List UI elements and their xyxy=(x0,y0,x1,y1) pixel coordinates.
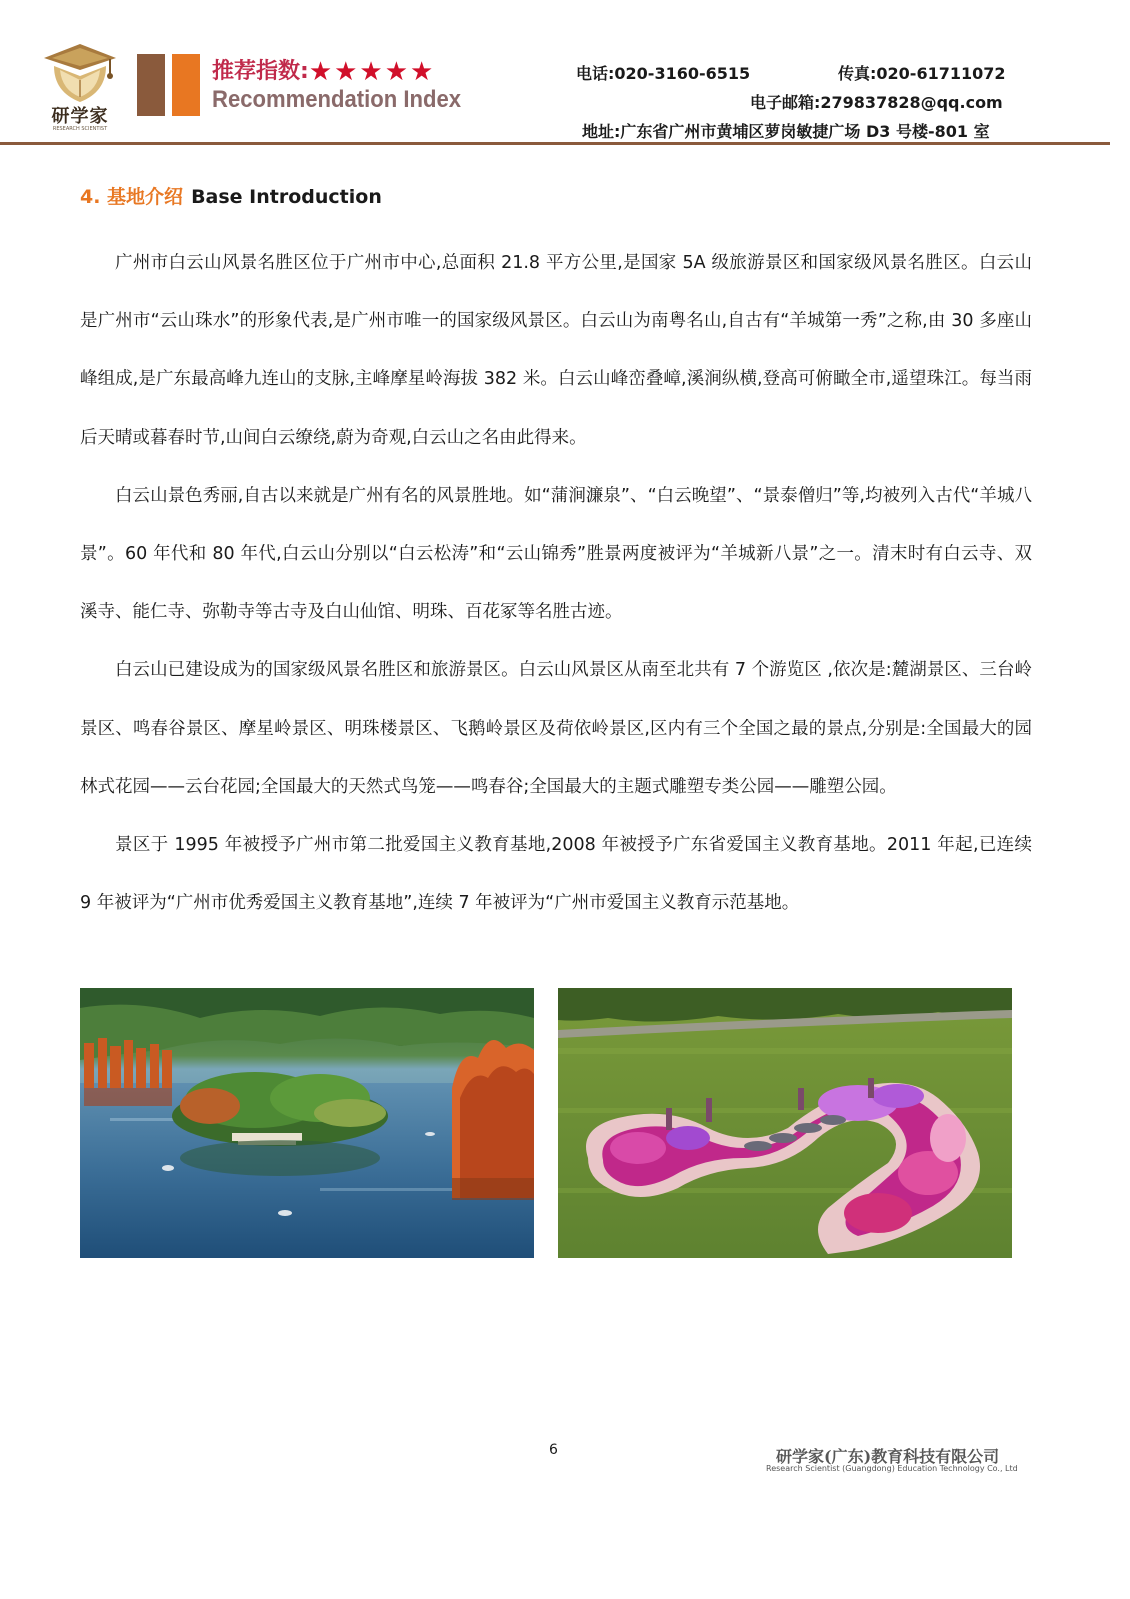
postal-address: 地址:广东省广州市黄埔区萝岗敏捷广场 D3 号楼-801 室 xyxy=(582,122,990,141)
flower-garden-image xyxy=(558,988,1012,1258)
brown-accent-bar xyxy=(137,54,165,116)
star-rating-icon: ★★★★★ xyxy=(308,57,436,87)
logo xyxy=(40,40,120,132)
header-divider xyxy=(0,142,1110,145)
page-number: 6 xyxy=(549,1442,558,1458)
graduation-cap-logo-icon xyxy=(40,40,120,106)
email-address: 电子邮箱:279837828@qq.com xyxy=(750,93,1003,112)
recommendation-label: 推荐指数: xyxy=(212,59,309,84)
paragraph-4: 景区于 1995 年被授予广州市第二批爱国主义教育基地,2008 年被授予广东省爱国主义教育基地。2011 年起,已连续 9 年被评为“广州市优秀爱国主义教育基地”,连续 7 年被评为“广州市爱国主义教育示范基地。 xyxy=(80,835,1032,914)
recommendation-index-cn xyxy=(212,54,435,87)
page-header xyxy=(0,0,1130,150)
phone-number: 电话:020-3160-6515 xyxy=(576,64,751,83)
company-name-en: Research Scientist (Guangdong) Education Technology Co., Ltd xyxy=(766,1464,1018,1473)
recommendation-index-en: Recommendation Index xyxy=(212,86,462,113)
flower-garden-photo xyxy=(558,988,1012,1258)
article-body xyxy=(80,234,1032,932)
section-heading-cn: 4. 基地介绍 xyxy=(80,186,184,208)
paragraph-3: 白云山已建设成为的国家级风景名胜区和旅游景区。白云山风景区从南至北共有 7 个游览区 ,依次是:麓湖景区、三台岭景区、鸣春谷景区、摩星岭景区、明珠楼景区、飞鹅岭景区及荷依岭景区,区内有三个全国之最的景点,分别是:全国最大的园林式花园——云台花园;全国最大的天然式鸟笼——鸣春谷;全国最大的主题式雕塑专类公园——雕塑公园。 xyxy=(80,660,1032,797)
paragraph-1: 广州市白云山风景名胜区位于广州市中心,总面积 21.8 平方公里,是国家 5A 级旅游景区和国家级风景名胜区。白云山是广州市“云山珠水”的形象代表,是广州市唯一的国家级风景区。白云山为南粤名山,自古有“羊城第一秀”之称,由 30 多座山峰组成,是广东最高峰九连山的支脉,主峰摩星岭海拔 382 米。白云山峰峦叠嶂,溪涧纵横,登高可俯瞰全市,遥望珠江。每当雨后天晴或暮春时节,山间白云缭绕,蔚为奇观,白云山之名由此得来。 xyxy=(80,253,1032,448)
lake-island-photo xyxy=(80,988,534,1258)
paragraph-2: 白云山景色秀丽,自古以来就是广州有名的风景胜地。如“蒲涧濂泉”、“白云晚望”、“景泰僧归”等,均被列入古代“羊城八景”。60 年代和 80 年代,白云山分别以“白云松涛”和“云山锦秀”胜景两度被评为“羊城新八景”之一。清末时有白云寺、双溪寺、能仁寺、弥勒寺等古寺及白山仙馆、明珠、百花冢等名胜古迹。 xyxy=(80,485,1032,623)
company-name-cn: 研学家(广东)教育科技有限公司 xyxy=(776,1447,1000,1466)
section-heading-en: Base Introduction xyxy=(191,186,382,208)
logo-text: 研学家 xyxy=(51,106,109,127)
orange-accent-bar xyxy=(172,54,200,116)
fax-number: 传真:020-61711072 xyxy=(838,64,1006,83)
lake-landscape-image xyxy=(80,988,534,1258)
section-heading xyxy=(80,182,382,209)
logo-subtext: RESEARCH SCIENTIST xyxy=(52,126,108,132)
